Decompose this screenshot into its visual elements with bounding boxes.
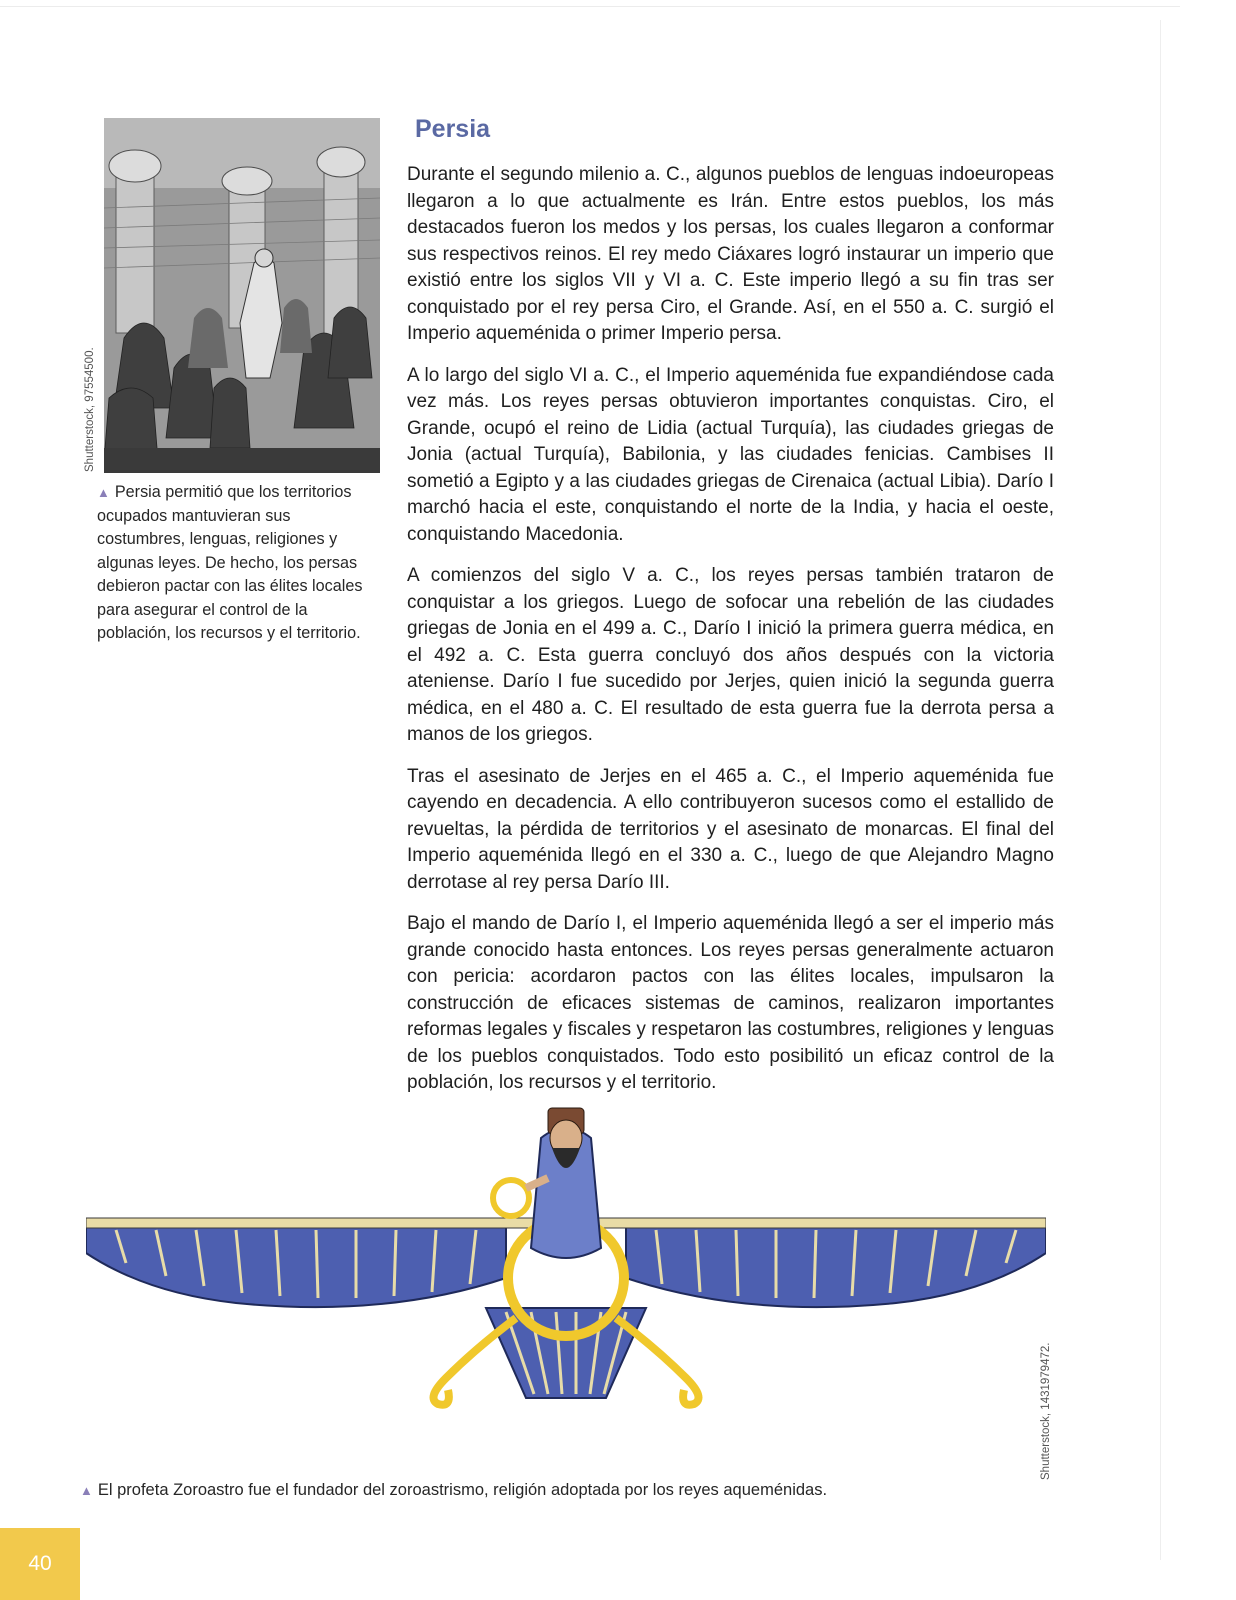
engraving-persian-court-image xyxy=(104,118,380,473)
page-right-edge xyxy=(1160,20,1161,1560)
caption-marker-icon: ▲ xyxy=(80,1483,93,1498)
top-image-credit: Shutterstock, 97554500. xyxy=(84,347,96,472)
body-paragraph-3: A comienzos del siglo V a. C., los reyes persas también trataron de conquistar a los griegos. Luego de sofocar una rebelión de las ciudades griegas de Jonia en el 499 a. C., Darío I inició la primera guerra médica, en el 492 a. C. Esta guerra concluyó dos años después con la victoria ateniense. Darío I fue sucedido por Jerjes, quien inició la segunda guerra médica, en el 480 a. C. El resultado de esta guerra fue la derrota persa a manos de los griegos. xyxy=(407,565,1054,745)
bottom-image-credit: Shutterstock, 1431979472. xyxy=(1040,1342,1052,1480)
body-paragraph-5: Bajo el mando de Darío I, el Imperio aqueménida llegó a ser el imperio más grande conocido hasta entonces. Los reyes persas generalmente actuaron con pericia: acordaron pactos con las élites locales, impulsaron la construcción de eficaces sistemas de caminos, realizaron importantes reformas legales y fiscales y respetaron las costumbres, religiones y lenguas de los pueblos conquistados. Todo esto posibilitó un eficaz control de la población, los recursos y el territorio. xyxy=(407,913,1054,1093)
bottom-image-caption xyxy=(80,1481,827,1500)
body-text xyxy=(407,162,1054,1112)
page-top-edge xyxy=(0,0,1180,7)
top-image-caption-text: Persia permitió que los territorios ocupados mantuvieran sus costumbres, lenguas, religiones y algunas leyes. De hecho, los persas debieron pactar con las élites locales para asegurar el control de la población, los recursos y el territorio. xyxy=(97,483,363,642)
top-image-caption xyxy=(97,481,382,646)
body-paragraph-4: Tras el asesinato de Jerjes en el 465 a. C., el Imperio aqueménida fue cayendo en decadencia. A ello contribuyeron sucesos como el estallido de revueltas, la pérdida de territorios y el asesinato de monarcas. El final del Imperio aqueménida llegó en el 330 a. C., luego de que Alejandro Magno derrotase al rey persa Darío III. xyxy=(407,765,1054,893)
page-number: 40 xyxy=(28,1552,52,1575)
body-paragraph-2: A lo largo del siglo VI a. C., el Imperio aqueménida fue expandiéndose cada vez más. Los reyes persas obtuvieron importantes conquistas. Ciro, el Grande, ocupó el reino de Lidia (actual Turquía), las ciudades griegas de Jonia (actual Turquía), Babilonia, y las ciudades fenicias. Cambises II sometió a Egipto y a las ciudades griegas de Cirenaica (actual Libia). Darío I marchó hacia el este, conquistando el norte de la India, y hacia el oeste, conquistando Macedonia. xyxy=(407,364,1054,545)
faravahar-winged-figure-image xyxy=(86,1078,1046,1428)
body-paragraph-1: Durante el segundo milenio a. C., algunos pueblos de lenguas indoeuropeas llegaron a lo que actualmente es Irán. Entre estos pueblos, los más destacados fueron los medos y los persas, los cuales llegaron a conformar sus respectivos reinos. El rey medo Ciáxares logró instaurar un imperio que existió entre los siglos VII y VI a. C. Este imperio llegó a su fin tras ser conquistado por el rey persa Ciro, el Grande. Así, en el 550 a. C. surgió el Imperio aqueménida o primer Imperio persa. xyxy=(407,164,1054,344)
caption-marker-icon: ▲ xyxy=(97,485,110,500)
faravahar-image xyxy=(86,1078,1046,1428)
bottom-image-caption-text: El profeta Zoroastro fue el fundador del zoroastrismo, religión adoptada por los reyes aqueménidas. xyxy=(97,1481,828,1499)
section-title: Persia xyxy=(415,115,491,143)
engraving-image xyxy=(104,118,380,473)
